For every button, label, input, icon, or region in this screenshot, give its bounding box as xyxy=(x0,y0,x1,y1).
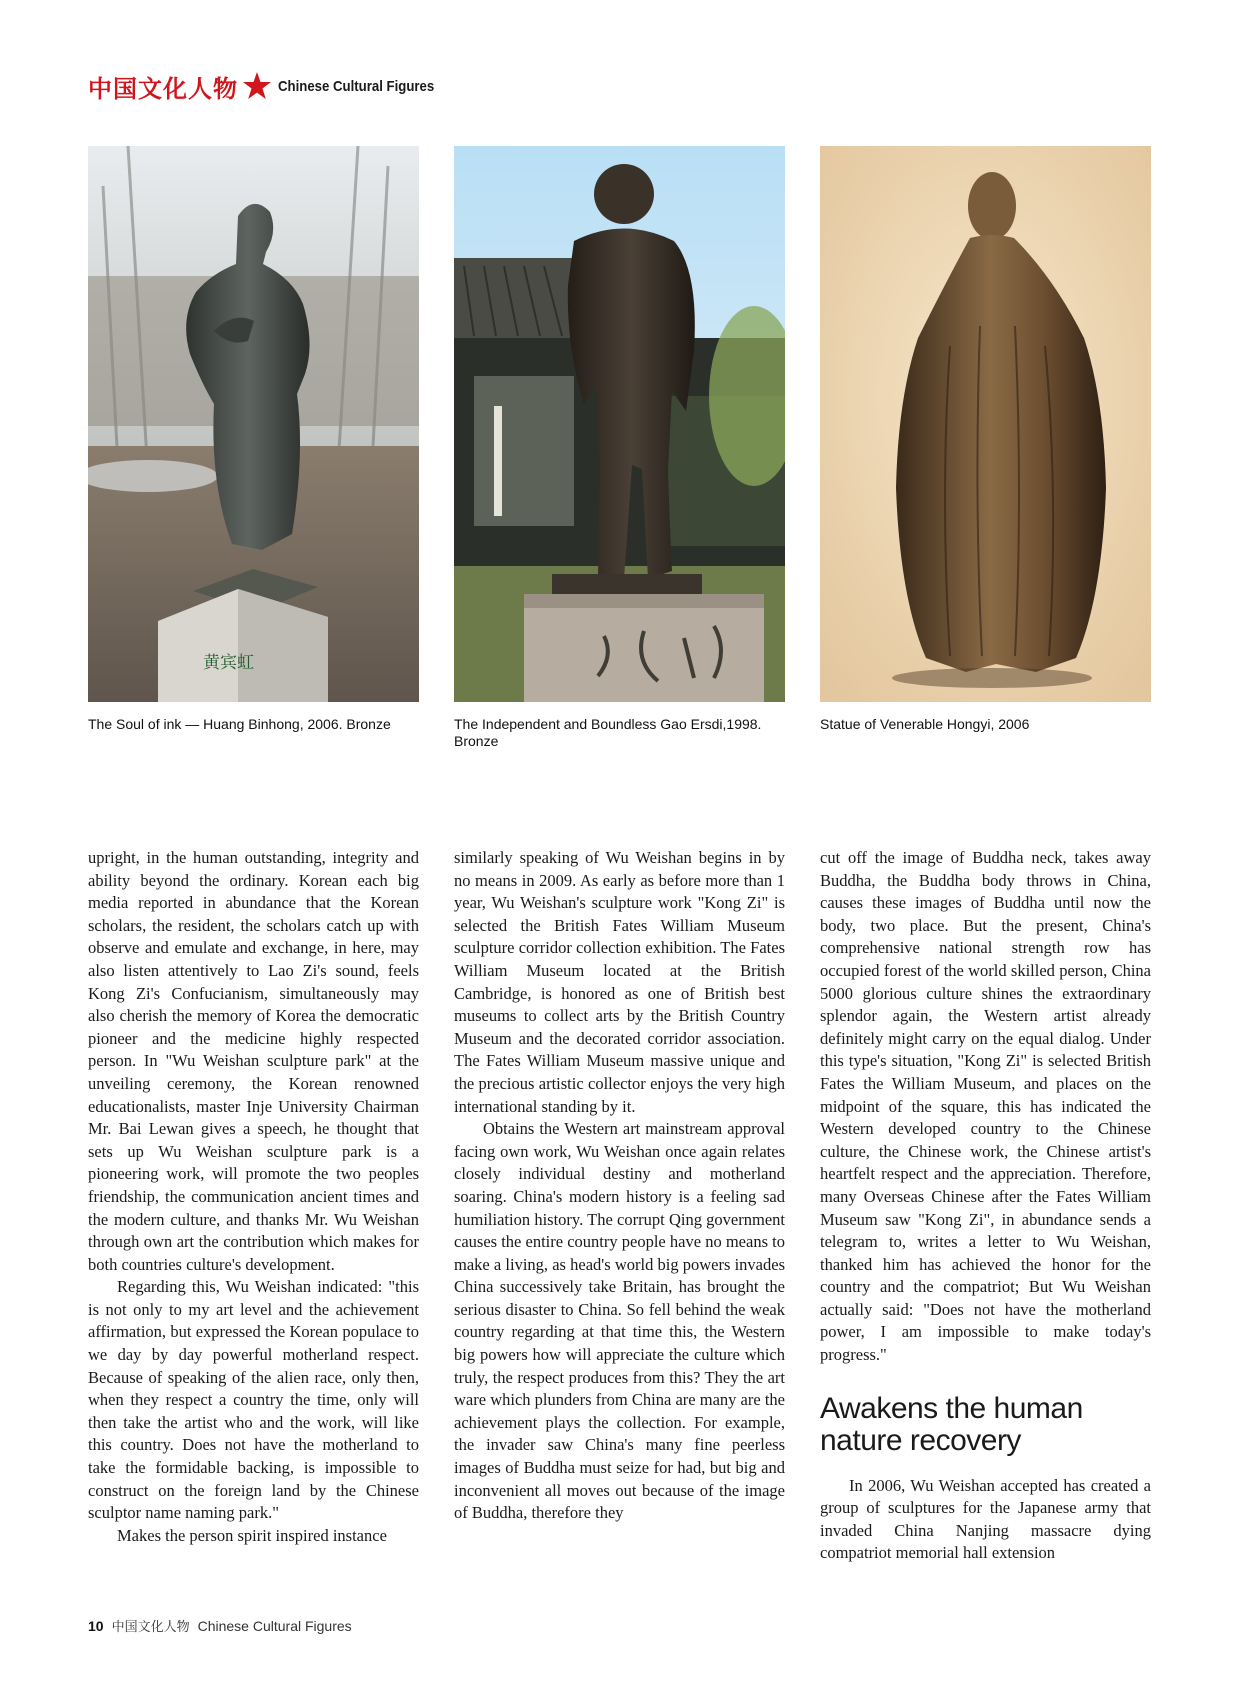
paragraph: upright, in the human outstanding, integrity and ability beyond the ordinary. Korean each big media reported in abundance that the Korean scholars, the resident, the scholars catch up with observe and emulate and exchange, in here, may also listen attentively to Lao Zi's sound, feels Kong Zi's Confucianism, simultaneously may also cherish the memory of Korea the democratic pioneer and the medicine highly respected person. In "Wu Weishan sculpture park" at the unveiling ceremony, the Korean renowned educationalists, master Inje University Chairman Mr. Bai Lewan gives a speech, he thought that sets up Wu Weishan sculpture park is a pioneering work, will promote the two peoples friendship, the communication ancient times and the modern culture, and thanks Mr. Wu Weishan through own art the contribution which makes for both countries culture's development. xyxy=(88,848,419,1274)
paragraph: Regarding this, Wu Weishan indicated: "this is not only to my art level and the achievement affirmation, but expressed the Korean populace to we day by day powerful motherland respect. Because of speaking of the alien race, only then, when they respect a country the time, only will then take the artist who and the work, will like this country. Does not have the motherland to take the formidable backing, is impossible to construct on the foreign land by the Chinese sculptor name naming park." xyxy=(88,1277,419,1523)
photo-gao-ersdi-statue xyxy=(454,146,785,702)
footer-magazine-name-en: Chinese Cultural Figures xyxy=(197,1618,352,1634)
text-column-1 xyxy=(88,847,419,1547)
statue-image-2 xyxy=(454,146,785,702)
paragraph: Obtains the Western art mainstream approval facing own work, Wu Weishan once again relates closely individual destiny and motherland soaring. China's modern history is a feeling sad humiliation history. The corrupt Qing government causes the entire country people have no means to make a living, as head's world big powers invades China successively take Britain, has brought the serious disaster to China. So fell behind the weak country regarding at that time this, the Western big powers how will appreciate the culture which truly, the respect produces from this? They the art ware which plunders from China are many are the achievement plays the collection. For example, the invader saw China's many fine peerless images of Buddha must seize for had, but big and inconvenient all moves out because of the image of Buddha, therefore they xyxy=(454,1119,785,1523)
text-column-3 xyxy=(820,847,1151,1565)
photo-hongyi-statue xyxy=(820,146,1151,702)
paragraph: similarly speaking of Wu Weishan begins in by no means in 2009. As early as before more than 1 year, Wu Weishan's sculpture work "Kong Zi" is selected the British Fates William Museum sculpture corridor collection exhibition. The Fates William Museum located at the British Cambridge, is honored as one of British best museums to collect arts by the British Country Museum and the decorated corridor association. The Fates William Museum massive unique and the precious artistic collector enjoys the very high international standing by it. xyxy=(454,848,785,1116)
magazine-logo-en: Chinese Cultural Figures xyxy=(278,77,435,95)
magazine-header xyxy=(88,70,456,102)
photo-huang-binhong-statue xyxy=(88,146,419,702)
photo-caption-3: Statue of Venerable Hongyi, 2006 xyxy=(820,716,1030,732)
footer-magazine-name-cn: 中国文化人物 xyxy=(111,1620,190,1635)
section-heading: Awakens the human nature recovery xyxy=(820,1391,1083,1457)
magazine-logo-cn: 中国文化人物 xyxy=(88,73,238,103)
statue-image-1 xyxy=(88,146,419,702)
plinth-inscription: 黄宾虹 xyxy=(203,653,254,673)
photo-caption-2: The Independent and Boundless Gao Ersdi,1998. Bronze xyxy=(454,716,762,749)
red-star-icon xyxy=(242,71,272,101)
paragraph: Makes the person spirit inspired instance xyxy=(117,1525,387,1545)
photo-caption-1: The Soul of ink — Huang Binhong, 2006. Bronze xyxy=(88,716,391,732)
statue-image-3 xyxy=(820,146,1151,702)
page-footer xyxy=(88,1616,352,1635)
page-number: 10 xyxy=(88,1618,104,1634)
paragraph: cut off the image of Buddha neck, takes away Buddha, the Buddha body throws in China, causes these images of Buddha until now the body, two place. But the present, China's comprehensive national strength row has occupied forest of the world skilled person, China 5000 glorious culture shines the extraordinary splendor again, the Western artist already definitely might carry on the equal dialog. Under this type's situation, "Kong Zi" is selected British Fates the William Museum, and places on the midpoint of the square, this has indicated the Western developed country to the Chinese culture, the Chinese work, the Chinese artist's heartfelt respect and the appreciation. Therefore, many Overseas Chinese after the Fates William Museum saw "Kong Zi", in abundance sends a telegram to, writes a letter to Wu Weishan, thanked him has achieved the honor for the country and the compatriot; But Wu Weishan actually said: "Does not have the motherland power, I am impossible to make today's progress." xyxy=(820,848,1151,1365)
text-column-2 xyxy=(454,847,785,1525)
paragraph: In 2006, Wu Weishan accepted has created a group of sculptures for the Japanese army that invaded China Nanjing massacre dying compatriot memorial hall extension xyxy=(820,1475,1151,1563)
